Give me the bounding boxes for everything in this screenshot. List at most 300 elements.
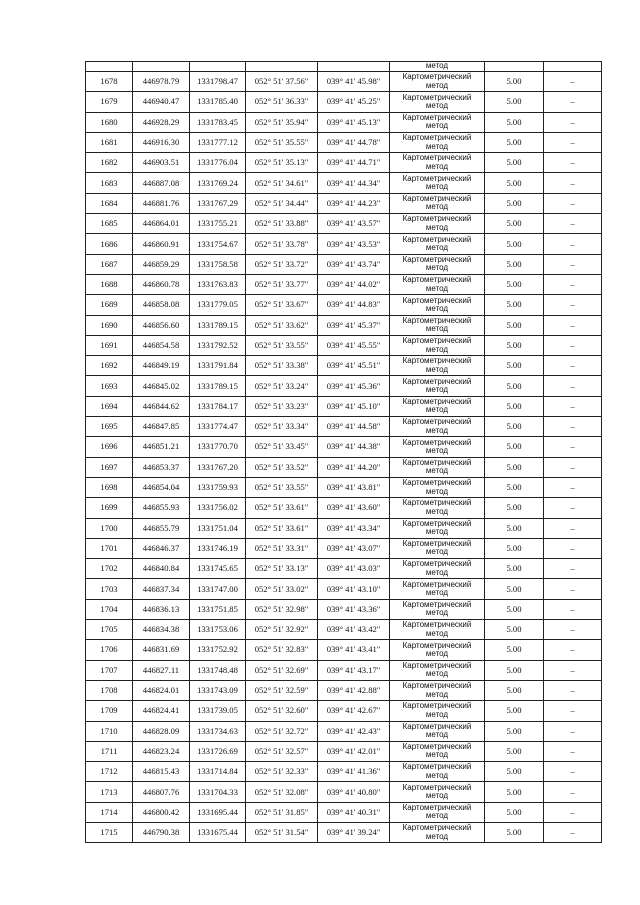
- cell-note: –: [544, 822, 602, 842]
- table-body: [86, 62, 602, 843]
- cell-accuracy: 5.00: [485, 193, 544, 213]
- table-row: [86, 214, 602, 234]
- cell-method: [390, 112, 485, 132]
- cell-note: –: [544, 680, 602, 700]
- table-row: [86, 356, 602, 376]
- cell-note: –: [544, 153, 602, 173]
- cell-longitude: 039° 41' 43.53": [318, 234, 390, 254]
- table-row: [86, 721, 602, 741]
- method-line: метод: [425, 811, 449, 821]
- cell-x: 446860.78: [133, 274, 190, 294]
- table-row: [86, 579, 602, 599]
- cell-longitude: 039° 41' 45.98": [318, 72, 390, 92]
- cell-method: [390, 376, 485, 396]
- cell-x: 446840.84: [133, 559, 190, 579]
- method-line: Картометрический: [402, 376, 472, 386]
- method-line: Картометрический: [402, 782, 472, 792]
- cell-y: 1331779.05: [190, 295, 246, 315]
- cell-latitude: 052° 51' 32.98": [246, 599, 318, 619]
- cell-x: 446847.85: [133, 417, 190, 437]
- cell-x: 446903.51: [133, 153, 190, 173]
- cell-longitude: 039° 41' 40.80": [318, 782, 390, 802]
- cell-number: 1713: [86, 782, 133, 802]
- cell-accuracy: 5.00: [485, 153, 544, 173]
- cell-x: 446856.60: [133, 315, 190, 335]
- cell-accuracy: 5.00: [485, 132, 544, 152]
- cell-number: [86, 62, 133, 72]
- cell-y: 1331798.47: [190, 72, 246, 92]
- cell-y: 1331745.65: [190, 559, 246, 579]
- method-line: метод: [425, 283, 449, 293]
- cell-latitude: 052° 51' 33.24": [246, 376, 318, 396]
- cell-accuracy: 5.00: [485, 762, 544, 782]
- cell-longitude: [318, 62, 390, 72]
- cell-longitude: 039° 41' 43.36": [318, 599, 390, 619]
- cell-y: 1331748.48: [190, 660, 246, 680]
- cell-x: 446851.21: [133, 437, 190, 457]
- table-row: [86, 72, 602, 92]
- cell-y: [190, 62, 246, 72]
- cell-longitude: 039° 41' 42.43": [318, 721, 390, 741]
- cell-note: –: [544, 315, 602, 335]
- method-line: метод: [425, 364, 449, 374]
- cell-longitude: 039° 41' 45.25": [318, 92, 390, 112]
- cell-longitude: 039° 41' 40.31": [318, 802, 390, 822]
- cell-method: [390, 477, 485, 497]
- cell-latitude: 052° 51' 33.55": [246, 335, 318, 355]
- cell-latitude: 052° 51' 33.23": [246, 396, 318, 416]
- method-line: Картометрический: [402, 620, 472, 630]
- cell-accuracy: 5.00: [485, 518, 544, 538]
- cell-latitude: 052° 51' 34.44": [246, 193, 318, 213]
- table-row: [86, 457, 602, 477]
- cell-latitude: 052° 51' 33.55": [246, 477, 318, 497]
- table-row: [86, 741, 602, 761]
- cell-latitude: 052° 51' 35.55": [246, 132, 318, 152]
- table-row: [86, 640, 602, 660]
- cell-x: 446828.09: [133, 721, 190, 741]
- method-line: метод: [425, 405, 449, 415]
- table-row: [86, 153, 602, 173]
- cell-method: [390, 782, 485, 802]
- cell-method: [390, 802, 485, 822]
- table-row: [86, 762, 602, 782]
- cell-note: –: [544, 559, 602, 579]
- cell-number: 1707: [86, 660, 133, 680]
- cell-note: –: [544, 214, 602, 234]
- cell-note: –: [544, 274, 602, 294]
- cell-number: 1711: [86, 741, 133, 761]
- cell-accuracy: 5.00: [485, 680, 544, 700]
- cell-latitude: 052° 51' 33.34": [246, 417, 318, 437]
- cell-x: 446827.11: [133, 660, 190, 680]
- cell-method: [390, 173, 485, 193]
- cell-longitude: 039° 41' 44.38": [318, 437, 390, 457]
- method-line: Картометрический: [402, 92, 472, 102]
- cell-latitude: 052° 51' 33.61": [246, 498, 318, 518]
- table-row: [86, 477, 602, 497]
- cell-number: 1703: [86, 579, 133, 599]
- cell-y: 1331776.04: [190, 153, 246, 173]
- method-line: Картометрический: [402, 112, 472, 122]
- cell-latitude: 052° 51' 32.72": [246, 721, 318, 741]
- method-line: Картометрический: [402, 194, 472, 204]
- cell-number: 1686: [86, 234, 133, 254]
- cell-longitude: 039° 41' 44.78": [318, 132, 390, 152]
- cell-accuracy: 5.00: [485, 72, 544, 92]
- cell-number: 1704: [86, 599, 133, 619]
- cell-longitude: 039° 41' 43.34": [318, 518, 390, 538]
- table-row: [86, 112, 602, 132]
- method-line: метод: [425, 709, 449, 719]
- cell-y: 1331770.70: [190, 437, 246, 457]
- method-line: метод: [425, 263, 449, 273]
- cell-accuracy: [485, 62, 544, 72]
- cell-number: 1706: [86, 640, 133, 660]
- method-line: метод: [425, 527, 449, 537]
- cell-note: –: [544, 72, 602, 92]
- cell-accuracy: 5.00: [485, 315, 544, 335]
- table-row: [86, 437, 602, 457]
- table-row: [86, 822, 602, 842]
- cell-y: 1331755.21: [190, 214, 246, 234]
- method-line: метод: [425, 750, 449, 760]
- method-line: Картометрический: [402, 72, 472, 82]
- cell-accuracy: 5.00: [485, 234, 544, 254]
- cell-longitude: 039° 41' 43.41": [318, 640, 390, 660]
- cell-latitude: 052° 51' 33.72": [246, 254, 318, 274]
- cell-note: –: [544, 437, 602, 457]
- cell-method: [390, 822, 485, 842]
- method-line: метод: [425, 222, 449, 232]
- cell-accuracy: 5.00: [485, 112, 544, 132]
- method-line: Картометрический: [402, 214, 472, 224]
- cell-longitude: 039° 41' 39.24": [318, 822, 390, 842]
- method-line: Картометрический: [402, 681, 472, 691]
- method-line: метод: [425, 730, 449, 740]
- cell-y: 1331753.06: [190, 620, 246, 640]
- cell-accuracy: 5.00: [485, 214, 544, 234]
- cell-method: [390, 518, 485, 538]
- cell-latitude: 052° 51' 33.62": [246, 315, 318, 335]
- cell-latitude: 052° 51' 32.83": [246, 640, 318, 660]
- cell-accuracy: 5.00: [485, 254, 544, 274]
- method-line: Картометрический: [402, 762, 472, 772]
- cell-number: 1708: [86, 680, 133, 700]
- table-row: [86, 680, 602, 700]
- table-row: [86, 274, 602, 294]
- cell-number: 1697: [86, 457, 133, 477]
- cell-longitude: 039° 41' 42.67": [318, 701, 390, 721]
- cell-latitude: 052° 51' 31.85": [246, 802, 318, 822]
- method-line: Картометрический: [402, 396, 472, 406]
- cell-x: 446844.62: [133, 396, 190, 416]
- cell-x: 446823.24: [133, 741, 190, 761]
- method-line: Картометрический: [402, 518, 472, 528]
- cell-number: 1678: [86, 72, 133, 92]
- cell-x: 446855.79: [133, 518, 190, 538]
- method-line: метод: [425, 567, 449, 577]
- cell-x: 446815.43: [133, 762, 190, 782]
- cell-method: [390, 396, 485, 416]
- cell-method: [390, 457, 485, 477]
- cell-x: 446855.93: [133, 498, 190, 518]
- cell-longitude: 039° 41' 43.10": [318, 579, 390, 599]
- cell-method: [390, 153, 485, 173]
- cell-latitude: 052° 51' 32.08": [246, 782, 318, 802]
- cell-number: 1684: [86, 193, 133, 213]
- cell-number: 1700: [86, 518, 133, 538]
- cell-number: 1688: [86, 274, 133, 294]
- cell-note: –: [544, 92, 602, 112]
- cell-latitude: 052° 51' 33.67": [246, 295, 318, 315]
- cell-method: [390, 417, 485, 437]
- cell-number: 1680: [86, 112, 133, 132]
- method-line: Картометрический: [402, 173, 472, 183]
- table-row: [86, 620, 602, 640]
- cell-longitude: 039° 41' 44.58": [318, 417, 390, 437]
- cell-x: 446824.01: [133, 680, 190, 700]
- cell-note: –: [544, 802, 602, 822]
- cell-y: 1331751.85: [190, 599, 246, 619]
- cell-x: 446864.01: [133, 214, 190, 234]
- cell-y: 1331785.40: [190, 92, 246, 112]
- table-row: [86, 802, 602, 822]
- cell-latitude: 052° 51' 32.57": [246, 741, 318, 761]
- cell-latitude: 052° 51' 33.31": [246, 538, 318, 558]
- cell-y: 1331792.52: [190, 335, 246, 355]
- cell-note: –: [544, 193, 602, 213]
- cell-y: 1331767.29: [190, 193, 246, 213]
- cell-number: 1683: [86, 173, 133, 193]
- cell-method: метод: [390, 62, 485, 72]
- cell-longitude: 039° 41' 44.23": [318, 193, 390, 213]
- cell-y: 1331746.19: [190, 538, 246, 558]
- cell-y: 1331751.04: [190, 518, 246, 538]
- cell-latitude: 052° 51' 33.61": [246, 518, 318, 538]
- cell-accuracy: 5.00: [485, 92, 544, 112]
- cell-x: 446881.76: [133, 193, 190, 213]
- table-row: [86, 92, 602, 112]
- cell-note: –: [544, 335, 602, 355]
- cell-latitude: 052° 51' 33.77": [246, 274, 318, 294]
- table-row: [86, 295, 602, 315]
- cell-accuracy: 5.00: [485, 417, 544, 437]
- method-line: Картометрический: [402, 579, 472, 589]
- cell-y: 1331752.92: [190, 640, 246, 660]
- table-row: [86, 376, 602, 396]
- cell-longitude: 039° 41' 45.51": [318, 356, 390, 376]
- cell-number: 1694: [86, 396, 133, 416]
- cell-latitude: 052° 51' 32.92": [246, 620, 318, 640]
- cell-longitude: 039° 41' 44.34": [318, 173, 390, 193]
- cell-method: [390, 680, 485, 700]
- cell-number: 1681: [86, 132, 133, 152]
- cell-x: 446916.30: [133, 132, 190, 152]
- cell-longitude: 039° 41' 42.88": [318, 680, 390, 700]
- cell-y: 1331743.09: [190, 680, 246, 700]
- cell-x: 446846.37: [133, 538, 190, 558]
- cell-y: 1331726.69: [190, 741, 246, 761]
- cell-longitude: 039° 41' 44.71": [318, 153, 390, 173]
- cell-note: –: [544, 234, 602, 254]
- table-row: [86, 315, 602, 335]
- method-line: метод: [425, 385, 449, 395]
- cell-note: –: [544, 254, 602, 274]
- cell-latitude: 052° 51' 31.54": [246, 822, 318, 842]
- method-line: метод: [425, 445, 449, 455]
- cell-latitude: 052° 51' 35.94": [246, 112, 318, 132]
- cell-latitude: 052° 51' 32.33": [246, 762, 318, 782]
- cell-longitude: 039° 41' 43.17": [318, 660, 390, 680]
- method-line: Картометрический: [402, 295, 472, 305]
- cell-longitude: 039° 41' 45.36": [318, 376, 390, 396]
- cell-method: [390, 559, 485, 579]
- cell-note: –: [544, 538, 602, 558]
- cell-number: 1685: [86, 214, 133, 234]
- cell-y: 1331695.44: [190, 802, 246, 822]
- cell-longitude: 039° 41' 43.74": [318, 254, 390, 274]
- cell-accuracy: 5.00: [485, 274, 544, 294]
- cell-accuracy: 5.00: [485, 173, 544, 193]
- cell-accuracy: 5.00: [485, 437, 544, 457]
- cell-number: 1690: [86, 315, 133, 335]
- cell-y: 1331789.15: [190, 315, 246, 335]
- cell-longitude: 039° 41' 43.07": [318, 538, 390, 558]
- cell-method: [390, 234, 485, 254]
- cell-longitude: 039° 41' 44.02": [318, 274, 390, 294]
- method-line: Картометрический: [402, 559, 472, 569]
- method-line: Картометрический: [402, 802, 472, 812]
- cell-note: [544, 62, 602, 72]
- cell-latitude: 052° 51' 37.56": [246, 72, 318, 92]
- cell-latitude: 052° 51' 32.59": [246, 680, 318, 700]
- table-row: [86, 782, 602, 802]
- cell-method: [390, 335, 485, 355]
- cell-x: 446849.19: [133, 356, 190, 376]
- cell-longitude: 039° 41' 44.20": [318, 457, 390, 477]
- cell-note: –: [544, 599, 602, 619]
- method-line: Картометрический: [402, 599, 472, 609]
- method-line: Картометрический: [402, 742, 472, 752]
- cell-number: 1692: [86, 356, 133, 376]
- method-line: метод: [425, 628, 449, 638]
- method-line: метод: [425, 831, 449, 841]
- cell-accuracy: 5.00: [485, 559, 544, 579]
- cell-accuracy: 5.00: [485, 741, 544, 761]
- cell-x: 446836.13: [133, 599, 190, 619]
- cell-x: 446860.91: [133, 234, 190, 254]
- cell-accuracy: 5.00: [485, 376, 544, 396]
- cell-method: [390, 538, 485, 558]
- table-row-continued: [86, 62, 602, 72]
- method-line: Картометрический: [402, 417, 472, 427]
- method-line: Картометрический: [402, 660, 472, 670]
- method-line: Картометрический: [402, 254, 472, 264]
- cell-y: 1331763.83: [190, 274, 246, 294]
- cell-y: 1331747.00: [190, 579, 246, 599]
- cell-note: –: [544, 295, 602, 315]
- cell-accuracy: 5.00: [485, 660, 544, 680]
- cell-accuracy: 5.00: [485, 721, 544, 741]
- cell-y: 1331714.84: [190, 762, 246, 782]
- cell-longitude: 039° 41' 45.37": [318, 315, 390, 335]
- cell-method: [390, 92, 485, 112]
- cell-method: [390, 579, 485, 599]
- cell-accuracy: 5.00: [485, 295, 544, 315]
- cell-longitude: 039° 41' 44.83": [318, 295, 390, 315]
- cell-longitude: 039° 41' 43.60": [318, 498, 390, 518]
- cell-note: –: [544, 579, 602, 599]
- cell-latitude: 052° 51' 32.69": [246, 660, 318, 680]
- cell-method: [390, 741, 485, 761]
- cell-latitude: [246, 62, 318, 72]
- method-line: Картометрический: [402, 153, 472, 163]
- cell-note: –: [544, 417, 602, 437]
- cell-number: 1702: [86, 559, 133, 579]
- method-line: Картометрический: [402, 640, 472, 650]
- cell-y: 1331704.33: [190, 782, 246, 802]
- cell-number: 1698: [86, 477, 133, 497]
- table-row: [86, 396, 602, 416]
- table-row: [86, 559, 602, 579]
- cell-note: –: [544, 640, 602, 660]
- cell-accuracy: 5.00: [485, 335, 544, 355]
- cell-note: –: [544, 701, 602, 721]
- cell-note: –: [544, 356, 602, 376]
- cell-x: 446837.34: [133, 579, 190, 599]
- method-line: метод: [425, 770, 449, 780]
- cell-note: –: [544, 457, 602, 477]
- method-line: метод: [425, 425, 449, 435]
- cell-x: 446859.29: [133, 254, 190, 274]
- cell-y: 1331754.67: [190, 234, 246, 254]
- cell-number: 1714: [86, 802, 133, 822]
- cell-note: –: [544, 762, 602, 782]
- table-row: [86, 538, 602, 558]
- method-line: метод: [425, 344, 449, 354]
- method-line: метод: [425, 466, 449, 476]
- table-row: [86, 254, 602, 274]
- method-line: Картометрический: [402, 315, 472, 325]
- cell-accuracy: 5.00: [485, 802, 544, 822]
- cell-y: 1331767.20: [190, 457, 246, 477]
- method-line: метод: [425, 303, 449, 313]
- cell-y: 1331675.44: [190, 822, 246, 842]
- cell-y: 1331789.15: [190, 376, 246, 396]
- cell-y: 1331734.63: [190, 721, 246, 741]
- cell-note: –: [544, 782, 602, 802]
- cell-method: [390, 437, 485, 457]
- cell-x: 446853.37: [133, 457, 190, 477]
- cell-y: 1331783.45: [190, 112, 246, 132]
- table-row: [86, 518, 602, 538]
- cell-accuracy: 5.00: [485, 640, 544, 660]
- cell-note: –: [544, 173, 602, 193]
- method-line: метод: [425, 506, 449, 516]
- method-line: метод: [425, 669, 449, 679]
- cell-method: [390, 356, 485, 376]
- cell-latitude: 052° 51' 33.38": [246, 356, 318, 376]
- cell-number: 1710: [86, 721, 133, 741]
- method-line: Картометрический: [402, 133, 472, 143]
- cell-method: [390, 701, 485, 721]
- method-line: Картометрический: [402, 234, 472, 244]
- cell-accuracy: 5.00: [485, 498, 544, 518]
- cell-longitude: 039° 41' 45.55": [318, 335, 390, 355]
- table-row: [86, 234, 602, 254]
- cell-x: 446887.08: [133, 173, 190, 193]
